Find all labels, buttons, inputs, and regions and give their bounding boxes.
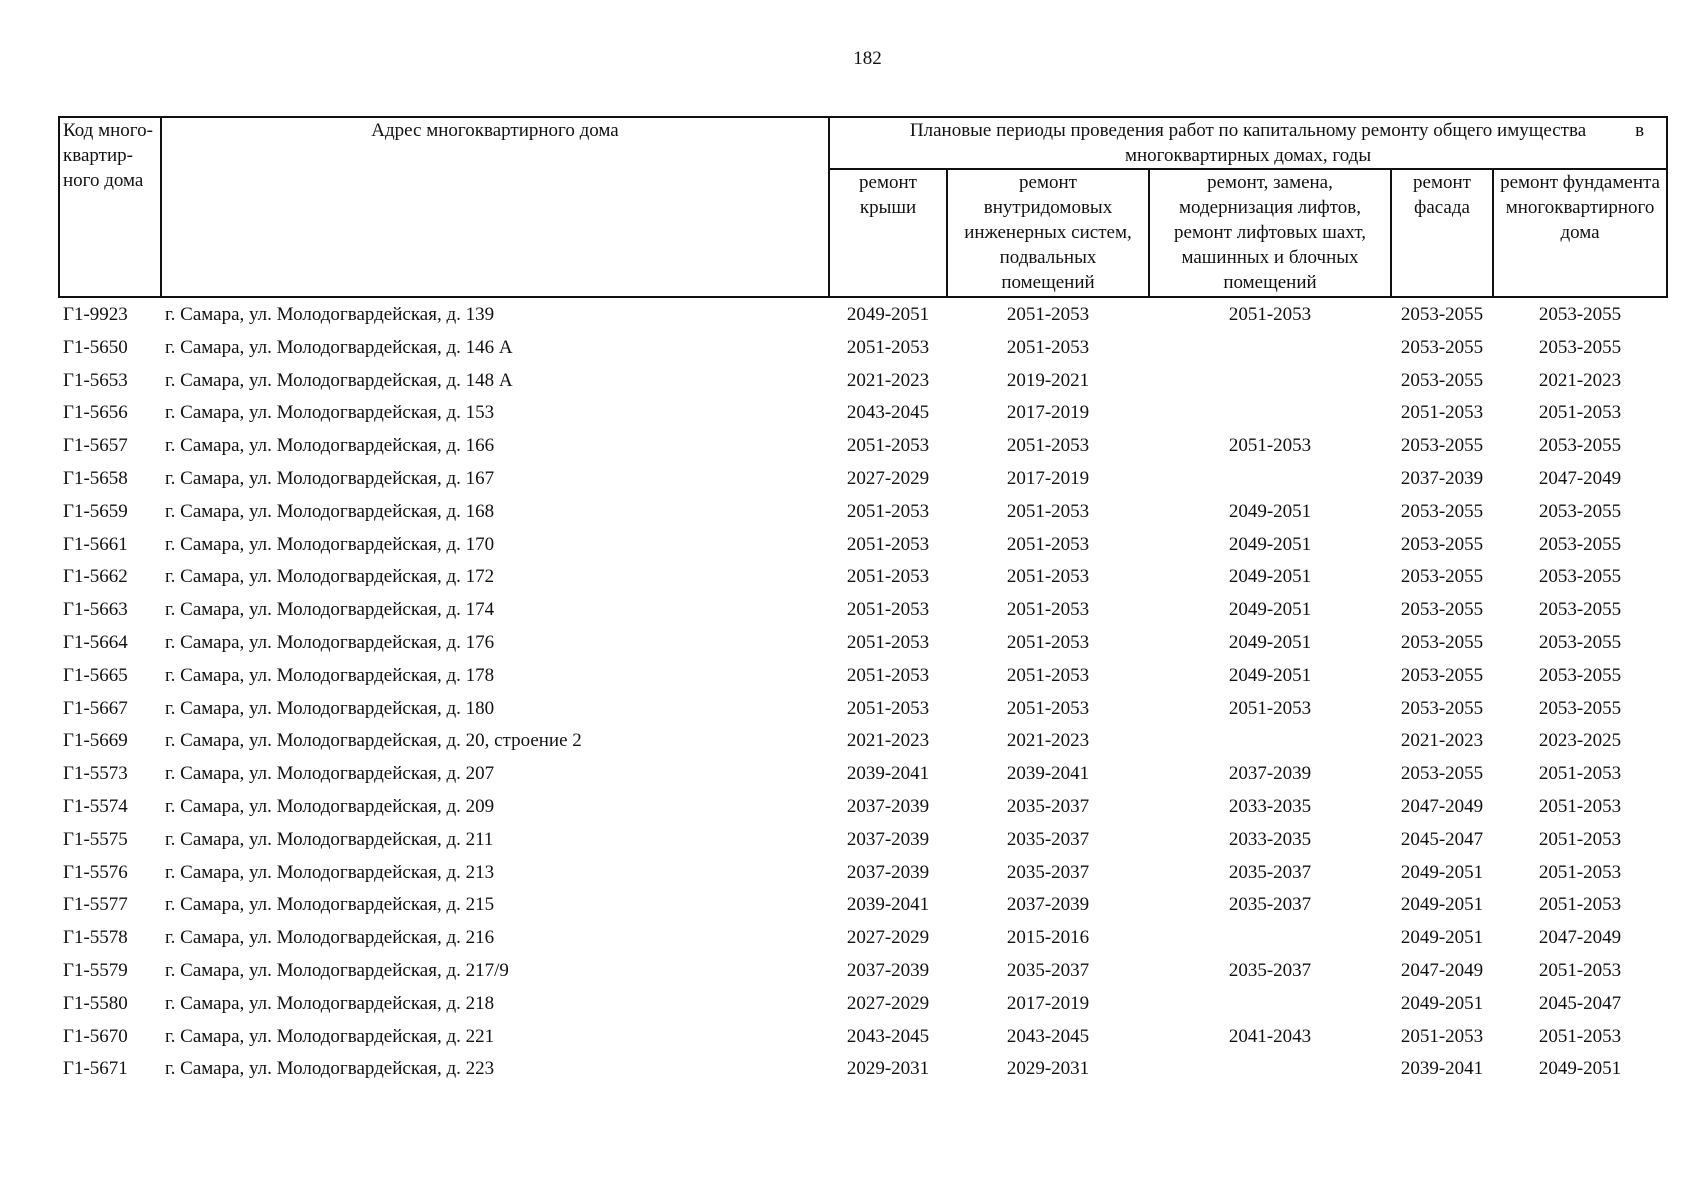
- cell-lifts: 2049-2051: [1228, 500, 1312, 522]
- table-row: [59, 991, 1667, 1024]
- cell-engineering: 2017-2019: [1006, 402, 1090, 424]
- cell-facade: 2049-2051: [1400, 992, 1484, 1014]
- cell-lifts: 2035-2037: [1228, 894, 1312, 916]
- cell-lifts: [1149, 1056, 1391, 1089]
- cell-roof: 2051-2053: [846, 697, 930, 719]
- cell-roof: 2039-2041: [846, 763, 930, 785]
- cell-foundation: 2053-2055: [1538, 566, 1622, 588]
- cell-roof: 2027-2029: [846, 927, 930, 949]
- cell-foundation: 2049-2051: [1538, 1058, 1622, 1080]
- table-body: [59, 297, 1667, 1089]
- cell-facade: 2047-2049: [1400, 795, 1484, 817]
- table-row: [59, 761, 1667, 794]
- cell-lifts: 2049-2051: [1228, 533, 1312, 555]
- cell-engineering: 2051-2053: [1006, 664, 1090, 686]
- cell-foundation: 2053-2055: [1538, 435, 1622, 457]
- table-row: [59, 1024, 1667, 1057]
- cell-foundation: 2051-2053: [1538, 795, 1622, 817]
- cell-lifts: [1149, 991, 1391, 1024]
- cell-lifts: 2033-2035: [1228, 795, 1312, 817]
- header-plan-line1: Плановые периоды проведения работ по капитальному ремонту общего имущества: [909, 120, 1587, 141]
- cell-roof: 2037-2039: [846, 828, 930, 850]
- cell-roof: 2037-2039: [846, 861, 930, 883]
- cell-roof: 2051-2053: [846, 500, 930, 522]
- cell-code: Г1-5580: [63, 992, 128, 1014]
- cell-facade: 2053-2055: [1400, 599, 1484, 621]
- cell-foundation: 2045-2047: [1538, 992, 1622, 1014]
- cell-engineering: 2021-2023: [1006, 730, 1090, 752]
- page-number: 182: [853, 48, 882, 69]
- cell-facade: 2037-2039: [1400, 467, 1484, 489]
- cell-lifts: [1149, 335, 1391, 368]
- table-row: [59, 696, 1667, 729]
- table-row: [59, 499, 1667, 532]
- cell-engineering: 2037-2039: [1006, 894, 1090, 916]
- cell-engineering: 2043-2045: [1006, 1025, 1090, 1047]
- cell-address: г. Самара, ул. Молодогвардейская, д. 213: [165, 861, 495, 883]
- header-foundation: ремонт фундамента многоквартирного дома: [1493, 169, 1667, 297]
- cell-address: г. Самара, ул. Молодогвардейская, д. 166: [165, 435, 495, 457]
- cell-foundation: 2051-2053: [1538, 402, 1622, 424]
- cell-address: г. Самара, ул. Молодогвардейская, д. 167: [165, 467, 495, 489]
- cell-engineering: 2051-2053: [1006, 631, 1090, 653]
- table-row: [59, 958, 1667, 991]
- header-roof: ремонт крыши: [829, 169, 947, 297]
- cell-facade: 2053-2055: [1400, 369, 1484, 391]
- cell-code: Г1-5579: [63, 959, 128, 981]
- cell-code: Г1-5665: [63, 664, 128, 686]
- cell-lifts: [1149, 728, 1391, 761]
- table-row: [59, 794, 1667, 827]
- cell-foundation: 2053-2055: [1538, 500, 1622, 522]
- table-row: [59, 532, 1667, 565]
- cell-foundation: 2051-2053: [1538, 861, 1622, 883]
- cell-code: Г1-5667: [63, 697, 128, 719]
- cell-foundation: 2047-2049: [1538, 467, 1622, 489]
- cell-foundation: 2053-2055: [1538, 304, 1622, 325]
- cell-foundation: 2053-2055: [1538, 631, 1622, 653]
- cell-code: Г1-5659: [63, 500, 128, 522]
- cell-lifts: 2051-2053: [1228, 697, 1312, 719]
- table-row: [59, 1056, 1667, 1089]
- cell-lifts: [1149, 368, 1391, 401]
- cell-address: г. Самара, ул. Молодогвардейская, д. 223: [165, 1058, 495, 1080]
- cell-address: г. Самара, ул. Молодогвардейская, д. 170: [165, 533, 495, 555]
- cell-lifts: 2035-2037: [1228, 861, 1312, 883]
- cell-address: г. Самара, ул. Молодогвардейская, д. 180: [165, 697, 495, 719]
- cell-foundation: 2051-2053: [1538, 894, 1622, 916]
- cell-roof: 2027-2029: [846, 992, 930, 1014]
- table-row: [59, 564, 1667, 597]
- cell-address: г. Самара, ул. Молодогвардейская, д. 148 А: [165, 369, 513, 391]
- header-plan-periods: [829, 117, 1667, 169]
- table-row: [59, 860, 1667, 893]
- header-facade: ремонт фасада: [1391, 169, 1493, 297]
- cell-foundation: 2051-2053: [1538, 1025, 1622, 1047]
- cell-roof: 2037-2039: [846, 795, 930, 817]
- cell-engineering: 2035-2037: [1006, 861, 1090, 883]
- cell-facade: 2049-2051: [1400, 861, 1484, 883]
- cell-engineering: 2017-2019: [1006, 992, 1090, 1014]
- cell-roof: 2051-2053: [846, 566, 930, 588]
- cell-roof: 2049-2051: [846, 304, 930, 325]
- cell-lifts: 2041-2043: [1228, 1025, 1312, 1047]
- cell-facade: 2045-2047: [1400, 828, 1484, 850]
- cell-code: Г1-5650: [63, 336, 128, 358]
- cell-facade: 2049-2051: [1400, 927, 1484, 949]
- cell-roof: 2037-2039: [846, 959, 930, 981]
- cell-lifts: 2049-2051: [1228, 599, 1312, 621]
- cell-code: Г1-5662: [63, 566, 128, 588]
- cell-facade: 2053-2055: [1400, 533, 1484, 555]
- cell-engineering: 2039-2041: [1006, 763, 1090, 785]
- cell-code: Г1-5663: [63, 599, 128, 621]
- cell-roof: 2043-2045: [846, 402, 930, 424]
- cell-foundation: 2051-2053: [1538, 959, 1622, 981]
- table-row: [59, 466, 1667, 499]
- cell-facade: 2053-2055: [1400, 763, 1484, 785]
- cell-code: Г1-5671: [63, 1058, 128, 1080]
- cell-address: г. Самара, ул. Молодогвардейская, д. 215: [165, 894, 495, 916]
- cell-engineering: 2051-2053: [1006, 435, 1090, 457]
- cell-lifts: 2051-2053: [1228, 304, 1312, 325]
- cell-address: г. Самара, ул. Молодогвардейская, д. 153: [165, 402, 495, 424]
- cell-engineering: 2015-2016: [1006, 927, 1090, 949]
- cell-code: Г1-5575: [63, 828, 128, 850]
- table-header: [59, 117, 1667, 297]
- cell-facade: 2051-2053: [1400, 1025, 1484, 1047]
- cell-address: г. Самара, ул. Молодогвардейская, д. 176: [165, 631, 495, 653]
- cell-roof: 2051-2053: [846, 336, 930, 358]
- table-row: [59, 663, 1667, 696]
- cell-code: Г1-5657: [63, 435, 128, 457]
- cell-code: Г1-9923: [63, 304, 128, 325]
- cell-facade: 2047-2049: [1400, 959, 1484, 981]
- table-row: [59, 433, 1667, 466]
- cell-foundation: 2053-2055: [1538, 599, 1622, 621]
- cell-engineering: 2035-2037: [1006, 828, 1090, 850]
- table-row: [59, 597, 1667, 630]
- cell-address: г. Самара, ул. Молодогвардейская, д. 139: [165, 304, 495, 325]
- header-plan-tail: в: [1635, 120, 1645, 141]
- header-code: Код много- квартир- ного дома: [59, 117, 161, 297]
- cell-roof: 2051-2053: [846, 599, 930, 621]
- cell-facade: 2051-2053: [1400, 402, 1484, 424]
- cell-engineering: 2029-2031: [1006, 1058, 1090, 1080]
- cell-engineering: 2035-2037: [1006, 959, 1090, 981]
- cell-lifts: [1149, 466, 1391, 499]
- cell-engineering: 2035-2037: [1006, 795, 1090, 817]
- cell-engineering: 2051-2053: [1006, 599, 1090, 621]
- cell-address: г. Самара, ул. Молодогвардейская, д. 207: [165, 763, 495, 785]
- cell-address: г. Самара, ул. Молодогвардейская, д. 146 А: [165, 336, 513, 358]
- cell-code: Г1-5658: [63, 467, 128, 489]
- cell-address: г. Самара, ул. Молодогвардейская, д. 218: [165, 992, 495, 1014]
- cell-facade: 2053-2055: [1400, 664, 1484, 686]
- cell-engineering: 2051-2053: [1006, 500, 1090, 522]
- cell-facade: 2053-2055: [1400, 304, 1484, 325]
- cell-foundation: 2053-2055: [1538, 664, 1622, 686]
- cell-foundation: 2023-2025: [1538, 730, 1622, 752]
- repair-schedule-table: [58, 116, 1668, 1089]
- cell-roof: 2043-2045: [846, 1025, 930, 1047]
- cell-address: г. Самара, ул. Молодогвардейская, д. 174: [165, 599, 495, 621]
- cell-foundation: 2047-2049: [1538, 927, 1622, 949]
- cell-address: г. Самара, ул. Молодогвардейская, д. 221: [165, 1025, 495, 1047]
- cell-facade: 2021-2023: [1400, 730, 1484, 752]
- cell-lifts: 2049-2051: [1228, 664, 1312, 686]
- cell-roof: 2021-2023: [846, 369, 930, 391]
- header-address: Адрес многоквартирного дома: [161, 117, 829, 297]
- cell-foundation: 2053-2055: [1538, 533, 1622, 555]
- cell-address: г. Самара, ул. Молодогвардейская, д. 216: [165, 927, 495, 949]
- table-row: [59, 827, 1667, 860]
- table-row: [59, 925, 1667, 958]
- cell-lifts: [1149, 925, 1391, 958]
- cell-engineering: 2051-2053: [1006, 697, 1090, 719]
- header-plan-line2: многоквартирных домах, годы: [1124, 145, 1372, 166]
- cell-engineering: 2051-2053: [1006, 304, 1090, 325]
- cell-lifts: [1149, 400, 1391, 433]
- cell-foundation: 2051-2053: [1538, 828, 1622, 850]
- cell-facade: 2039-2041: [1400, 1058, 1484, 1080]
- cell-foundation: 2053-2055: [1538, 697, 1622, 719]
- cell-address: г. Самара, ул. Молодогвардейская, д. 211: [165, 828, 494, 850]
- cell-code: Г1-5653: [63, 369, 128, 391]
- cell-facade: 2053-2055: [1400, 566, 1484, 588]
- cell-foundation: 2053-2055: [1538, 336, 1622, 358]
- cell-roof: 2027-2029: [846, 467, 930, 489]
- cell-code: Г1-5578: [63, 927, 128, 949]
- cell-lifts: 2037-2039: [1228, 763, 1312, 785]
- cell-code: Г1-5661: [63, 533, 128, 555]
- cell-facade: 2053-2055: [1400, 336, 1484, 358]
- cell-roof: 2029-2031: [846, 1058, 930, 1080]
- cell-engineering: 2019-2021: [1006, 369, 1090, 391]
- table-row: [59, 892, 1667, 925]
- cell-facade: 2053-2055: [1400, 435, 1484, 457]
- table-row: [59, 368, 1667, 401]
- cell-address: г. Самара, ул. Молодогвардейская, д. 178: [165, 664, 495, 686]
- cell-address: г. Самара, ул. Молодогвардейская, д. 209: [165, 795, 495, 817]
- cell-lifts: 2035-2037: [1228, 959, 1312, 981]
- cell-lifts: 2049-2051: [1228, 631, 1312, 653]
- cell-code: Г1-5664: [63, 631, 128, 653]
- cell-lifts: 2049-2051: [1228, 566, 1312, 588]
- cell-facade: 2053-2055: [1400, 697, 1484, 719]
- cell-roof: 2051-2053: [846, 631, 930, 653]
- cell-code: Г1-5669: [63, 730, 128, 752]
- cell-roof: 2051-2053: [846, 435, 930, 457]
- cell-foundation: 2051-2053: [1538, 763, 1622, 785]
- cell-roof: 2021-2023: [846, 730, 930, 752]
- cell-roof: 2051-2053: [846, 533, 930, 555]
- cell-address: г. Самара, ул. Молодогвардейская, д. 168: [165, 500, 495, 522]
- header-lifts: ремонт, замена, модернизация лифтов, ремонт лифтовых шахт, машинных и блочных помещений: [1149, 169, 1391, 297]
- cell-address: г. Самара, ул. Молодогвардейская, д. 20, строение 2: [165, 730, 582, 752]
- cell-lifts: 2033-2035: [1228, 828, 1312, 850]
- table-row: [59, 335, 1667, 368]
- cell-engineering: 2051-2053: [1006, 336, 1090, 358]
- cell-roof: 2039-2041: [846, 894, 930, 916]
- cell-facade: 2049-2051: [1400, 894, 1484, 916]
- cell-address: г. Самара, ул. Молодогвардейская, д. 172: [165, 566, 495, 588]
- cell-code: Г1-5670: [63, 1025, 128, 1047]
- cell-code: Г1-5576: [63, 861, 128, 883]
- cell-facade: 2053-2055: [1400, 500, 1484, 522]
- table-row: [59, 400, 1667, 433]
- cell-facade: 2053-2055: [1400, 631, 1484, 653]
- table-row: [59, 630, 1667, 663]
- cell-roof: 2051-2053: [846, 664, 930, 686]
- cell-code: Г1-5573: [63, 763, 128, 785]
- cell-engineering: 2017-2019: [1006, 467, 1090, 489]
- cell-code: Г1-5656: [63, 402, 128, 424]
- cell-foundation: 2021-2023: [1538, 369, 1622, 391]
- cell-engineering: 2051-2053: [1006, 566, 1090, 588]
- cell-engineering: 2051-2053: [1006, 533, 1090, 555]
- cell-lifts: 2051-2053: [1228, 435, 1312, 457]
- cell-code: Г1-5577: [63, 894, 128, 916]
- table-row: [59, 728, 1667, 761]
- table-row: [59, 297, 1667, 335]
- cell-code: Г1-5574: [63, 795, 128, 817]
- cell-address: г. Самара, ул. Молодогвардейская, д. 217/9: [165, 959, 509, 981]
- header-engineering: ремонт внутридомовых инженерных систем, подвальных помещений: [947, 169, 1149, 297]
